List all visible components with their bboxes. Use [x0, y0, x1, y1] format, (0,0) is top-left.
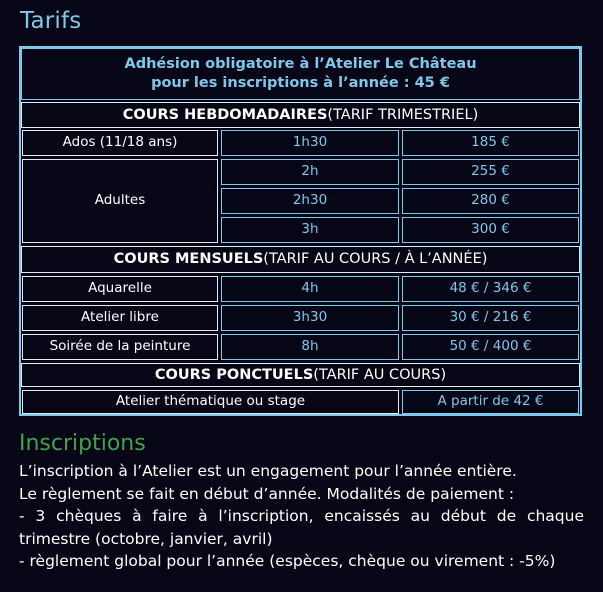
inscriptions-line-1: L’inscription à l’Atelier est un engagement pour l’année entière.	[19, 462, 517, 480]
mensuel-label-atelier-libre: Atelier libre	[22, 305, 218, 331]
mensuel-label-aquarelle: Aquarelle	[22, 276, 218, 302]
hebdo-header-light: (TARIF TRIMESTRIEL)	[327, 106, 479, 123]
hebdo-header-bold: COURS HEBDOMADAIRES	[122, 106, 328, 123]
adultes-price-2: 280 €	[402, 188, 579, 214]
tarifs-title: Tarifs	[20, 8, 82, 34]
adultes-label: Adultes	[22, 159, 218, 243]
inscriptions-body	[19, 460, 584, 573]
adultes-duration-3: 3h	[221, 217, 399, 243]
mensuels-header-light: (TARIF AU COURS / À L’ANNÉE)	[263, 251, 488, 268]
mensuel-duration-aquarelle: 4h	[221, 276, 399, 302]
tarifs-table	[19, 46, 582, 416]
ponctuels-header-light: (TARIF AU COURS)	[313, 366, 447, 383]
ados-label: Ados (11/18 ans)	[22, 130, 218, 156]
adhesion-notice	[21, 48, 580, 100]
mensuel-price-atelier-libre: 30 € / 216 €	[402, 305, 579, 331]
ponctuels-header	[21, 363, 580, 387]
inscriptions-line-3a: - 3 chèques à faire à l’inscription, encaissés au début de chaque	[19, 507, 584, 525]
adhesion-line-1: Adhésion obligatoire à l’Atelier Le Château	[124, 56, 477, 73]
ponctuel-label: Atelier thématique ou stage	[22, 390, 399, 414]
ponctuel-price: A partir de 42 €	[402, 390, 579, 414]
mensuel-price-aquarelle: 48 € / 346 €	[402, 276, 579, 302]
mensuel-duration-atelier-libre: 3h30	[221, 305, 399, 331]
adhesion-line-2: pour les inscriptions à l’année : 45 €	[151, 75, 450, 91]
inscriptions-title: Inscriptions	[19, 431, 146, 456]
mensuels-header-bold: COURS MENSUELS	[113, 251, 264, 268]
adultes-price-1: 255 €	[402, 159, 579, 185]
mensuel-duration-soiree: 8h	[221, 334, 399, 360]
mensuels-header	[21, 246, 580, 273]
ados-price: 185 €	[402, 130, 579, 156]
ponctuels-header-bold: COURS PONCTUELS	[154, 366, 314, 383]
hebdo-header	[21, 102, 580, 128]
mensuel-label-soiree: Soirée de la peinture	[22, 334, 218, 360]
adultes-duration-2: 2h30	[221, 188, 399, 214]
inscriptions-line-2: Le règlement se fait en début d’année. Modalités de paiement :	[19, 484, 515, 503]
adultes-price-3: 300 €	[402, 217, 579, 243]
inscriptions-line-4: - règlement global pour l’année (espèces, chèque ou virement : -5%)	[19, 552, 556, 570]
mensuel-price-soiree: 50 € / 400 €	[402, 334, 579, 360]
inscriptions-line-3b: trimestre (octobre, janvier, avril)	[19, 529, 273, 548]
adultes-duration-1: 2h	[221, 159, 399, 185]
ados-duration: 1h30	[221, 130, 399, 156]
